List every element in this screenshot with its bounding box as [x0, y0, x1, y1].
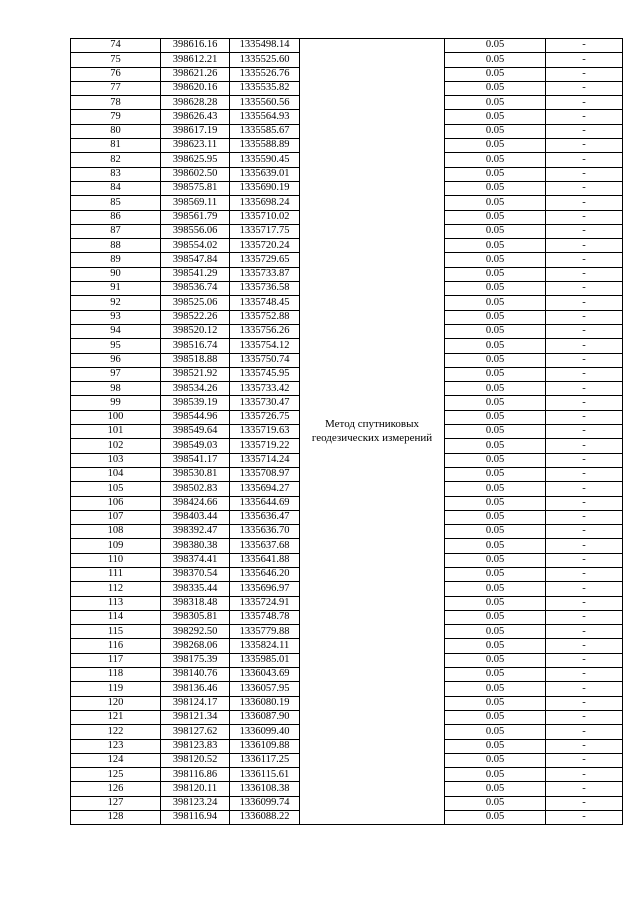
x-coordinate-cell: 398335.44	[161, 582, 230, 596]
point-number-cell: 99	[71, 396, 161, 410]
x-coordinate-cell: 398116.86	[161, 768, 230, 782]
y-coordinate-cell: 1336099.40	[230, 725, 300, 739]
note-cell: -	[546, 482, 623, 496]
point-number-cell: 103	[71, 453, 161, 467]
x-coordinate-cell: 398116.94	[161, 811, 230, 825]
y-coordinate-cell: 1335641.88	[230, 553, 300, 567]
y-coordinate-cell: 1335750.74	[230, 353, 300, 367]
y-coordinate-cell: 1335590.45	[230, 153, 300, 167]
point-number-cell: 91	[71, 282, 161, 296]
table-row	[71, 39, 623, 53]
note-cell: -	[546, 653, 623, 667]
x-coordinate-cell: 398534.26	[161, 382, 230, 396]
point-number-cell: 110	[71, 553, 161, 567]
accuracy-cell: 0.05	[445, 367, 546, 381]
note-cell: -	[546, 39, 623, 53]
y-coordinate-cell: 1335690.19	[230, 181, 300, 195]
y-coordinate-cell: 1336115.61	[230, 768, 300, 782]
accuracy-cell: 0.05	[445, 753, 546, 767]
point-number-cell: 121	[71, 710, 161, 724]
point-number-cell: 96	[71, 353, 161, 367]
y-coordinate-cell: 1335588.89	[230, 139, 300, 153]
x-coordinate-cell: 398124.17	[161, 696, 230, 710]
note-cell: -	[546, 425, 623, 439]
accuracy-cell: 0.05	[445, 710, 546, 724]
method-cell: Метод спутниковых геодезических измерений	[300, 39, 445, 825]
y-coordinate-cell: 1335748.78	[230, 610, 300, 624]
x-coordinate-cell: 398521.92	[161, 367, 230, 381]
point-number-cell: 76	[71, 67, 161, 81]
point-number-cell: 106	[71, 496, 161, 510]
y-coordinate-cell: 1335745.95	[230, 367, 300, 381]
x-coordinate-cell: 398121.34	[161, 710, 230, 724]
y-coordinate-cell: 1335724.91	[230, 596, 300, 610]
x-coordinate-cell: 398380.38	[161, 539, 230, 553]
accuracy-cell: 0.05	[445, 296, 546, 310]
accuracy-cell: 0.05	[445, 696, 546, 710]
x-coordinate-cell: 398626.43	[161, 110, 230, 124]
note-cell: -	[546, 639, 623, 653]
y-coordinate-cell: 1335754.12	[230, 339, 300, 353]
accuracy-cell: 0.05	[445, 653, 546, 667]
y-coordinate-cell: 1335710.02	[230, 210, 300, 224]
x-coordinate-cell: 398520.12	[161, 324, 230, 338]
accuracy-cell: 0.05	[445, 453, 546, 467]
accuracy-cell: 0.05	[445, 196, 546, 210]
y-coordinate-cell: 1335564.93	[230, 110, 300, 124]
note-cell: -	[546, 510, 623, 524]
accuracy-cell: 0.05	[445, 339, 546, 353]
x-coordinate-cell: 398544.96	[161, 410, 230, 424]
y-coordinate-cell: 1335719.63	[230, 425, 300, 439]
accuracy-cell: 0.05	[445, 596, 546, 610]
note-cell: -	[546, 282, 623, 296]
note-cell: -	[546, 53, 623, 67]
note-cell: -	[546, 610, 623, 624]
accuracy-cell: 0.05	[445, 39, 546, 53]
x-coordinate-cell: 398502.83	[161, 482, 230, 496]
x-coordinate-cell: 398621.26	[161, 67, 230, 81]
y-coordinate-cell: 1335719.22	[230, 439, 300, 453]
point-number-cell: 94	[71, 324, 161, 338]
x-coordinate-cell: 398120.52	[161, 753, 230, 767]
x-coordinate-cell: 398518.88	[161, 353, 230, 367]
accuracy-cell: 0.05	[445, 496, 546, 510]
y-coordinate-cell: 1335729.65	[230, 253, 300, 267]
x-coordinate-cell: 398392.47	[161, 525, 230, 539]
note-cell: -	[546, 196, 623, 210]
y-coordinate-cell: 1336109.88	[230, 739, 300, 753]
y-coordinate-cell: 1335733.87	[230, 267, 300, 281]
accuracy-cell: 0.05	[445, 310, 546, 324]
note-cell: -	[546, 396, 623, 410]
point-number-cell: 116	[71, 639, 161, 653]
y-coordinate-cell: 1336088.22	[230, 811, 300, 825]
y-coordinate-cell: 1335730.47	[230, 396, 300, 410]
note-cell: -	[546, 739, 623, 753]
accuracy-cell: 0.05	[445, 467, 546, 481]
y-coordinate-cell: 1335726.75	[230, 410, 300, 424]
point-number-cell: 78	[71, 96, 161, 110]
y-coordinate-cell: 1335717.75	[230, 224, 300, 238]
note-cell: -	[546, 768, 623, 782]
point-number-cell: 90	[71, 267, 161, 281]
point-number-cell: 84	[71, 181, 161, 195]
point-number-cell: 120	[71, 696, 161, 710]
accuracy-cell: 0.05	[445, 153, 546, 167]
y-coordinate-cell: 1335535.82	[230, 81, 300, 95]
note-cell: -	[546, 525, 623, 539]
y-coordinate-cell: 1335824.11	[230, 639, 300, 653]
note-cell: -	[546, 339, 623, 353]
x-coordinate-cell: 398549.03	[161, 439, 230, 453]
x-coordinate-cell: 398617.19	[161, 124, 230, 138]
coordinates-table	[70, 38, 623, 825]
y-coordinate-cell: 1336087.90	[230, 710, 300, 724]
accuracy-cell: 0.05	[445, 324, 546, 338]
accuracy-cell: 0.05	[445, 124, 546, 138]
point-number-cell: 74	[71, 39, 161, 53]
y-coordinate-cell: 1335646.20	[230, 567, 300, 581]
y-coordinate-cell: 1335708.97	[230, 467, 300, 481]
note-cell: -	[546, 539, 623, 553]
point-number-cell: 93	[71, 310, 161, 324]
accuracy-cell: 0.05	[445, 282, 546, 296]
accuracy-cell: 0.05	[445, 625, 546, 639]
accuracy-cell: 0.05	[445, 96, 546, 110]
point-number-cell: 80	[71, 124, 161, 138]
y-coordinate-cell: 1335639.01	[230, 167, 300, 181]
accuracy-cell: 0.05	[445, 67, 546, 81]
note-cell: -	[546, 181, 623, 195]
accuracy-cell: 0.05	[445, 81, 546, 95]
x-coordinate-cell: 398268.06	[161, 639, 230, 653]
y-coordinate-cell: 1335698.24	[230, 196, 300, 210]
y-coordinate-cell: 1335644.69	[230, 496, 300, 510]
accuracy-cell: 0.05	[445, 811, 546, 825]
point-number-cell: 114	[71, 610, 161, 624]
accuracy-cell: 0.05	[445, 210, 546, 224]
y-coordinate-cell: 1336057.95	[230, 682, 300, 696]
y-coordinate-cell: 1335752.88	[230, 310, 300, 324]
note-cell: -	[546, 81, 623, 95]
accuracy-cell: 0.05	[445, 639, 546, 653]
accuracy-cell: 0.05	[445, 224, 546, 238]
y-coordinate-cell: 1335526.76	[230, 67, 300, 81]
note-cell: -	[546, 210, 623, 224]
note-cell: -	[546, 310, 623, 324]
note-cell: -	[546, 296, 623, 310]
note-cell: -	[546, 110, 623, 124]
accuracy-cell: 0.05	[445, 610, 546, 624]
note-cell: -	[546, 582, 623, 596]
accuracy-cell: 0.05	[445, 582, 546, 596]
x-coordinate-cell: 398522.26	[161, 310, 230, 324]
y-coordinate-cell: 1336099.74	[230, 796, 300, 810]
note-cell: -	[546, 668, 623, 682]
point-number-cell: 83	[71, 167, 161, 181]
point-number-cell: 113	[71, 596, 161, 610]
y-coordinate-cell: 1336080.19	[230, 696, 300, 710]
x-coordinate-cell: 398424.66	[161, 496, 230, 510]
x-coordinate-cell: 398530.81	[161, 467, 230, 481]
y-coordinate-cell: 1336043.69	[230, 668, 300, 682]
point-number-cell: 89	[71, 253, 161, 267]
note-cell: -	[546, 239, 623, 253]
accuracy-cell: 0.05	[445, 539, 546, 553]
point-number-cell: 104	[71, 467, 161, 481]
x-coordinate-cell: 398403.44	[161, 510, 230, 524]
x-coordinate-cell: 398292.50	[161, 625, 230, 639]
accuracy-cell: 0.05	[445, 510, 546, 524]
accuracy-cell: 0.05	[445, 167, 546, 181]
point-number-cell: 82	[71, 153, 161, 167]
note-cell: -	[546, 439, 623, 453]
x-coordinate-cell: 398575.81	[161, 181, 230, 195]
y-coordinate-cell: 1335756.26	[230, 324, 300, 338]
y-coordinate-cell: 1335637.68	[230, 539, 300, 553]
x-coordinate-cell: 398305.81	[161, 610, 230, 624]
point-number-cell: 88	[71, 239, 161, 253]
x-coordinate-cell: 398318.48	[161, 596, 230, 610]
point-number-cell: 112	[71, 582, 161, 596]
accuracy-cell: 0.05	[445, 425, 546, 439]
accuracy-cell: 0.05	[445, 139, 546, 153]
x-coordinate-cell: 398628.28	[161, 96, 230, 110]
point-number-cell: 128	[71, 811, 161, 825]
y-coordinate-cell: 1336117.25	[230, 753, 300, 767]
accuracy-cell: 0.05	[445, 396, 546, 410]
note-cell: -	[546, 224, 623, 238]
y-coordinate-cell: 1335694.27	[230, 482, 300, 496]
accuracy-cell: 0.05	[445, 239, 546, 253]
accuracy-cell: 0.05	[445, 110, 546, 124]
x-coordinate-cell: 398620.16	[161, 81, 230, 95]
note-cell: -	[546, 253, 623, 267]
note-cell: -	[546, 139, 623, 153]
x-coordinate-cell: 398123.24	[161, 796, 230, 810]
note-cell: -	[546, 167, 623, 181]
note-cell: -	[546, 324, 623, 338]
point-number-cell: 81	[71, 139, 161, 153]
y-coordinate-cell: 1335733.42	[230, 382, 300, 396]
note-cell: -	[546, 382, 623, 396]
accuracy-cell: 0.05	[445, 482, 546, 496]
x-coordinate-cell: 398536.74	[161, 282, 230, 296]
x-coordinate-cell: 398556.06	[161, 224, 230, 238]
note-cell: -	[546, 553, 623, 567]
accuracy-cell: 0.05	[445, 725, 546, 739]
point-number-cell: 108	[71, 525, 161, 539]
x-coordinate-cell: 398127.62	[161, 725, 230, 739]
x-coordinate-cell: 398602.50	[161, 167, 230, 181]
x-coordinate-cell: 398140.76	[161, 668, 230, 682]
y-coordinate-cell: 1335748.45	[230, 296, 300, 310]
y-coordinate-cell: 1335779.88	[230, 625, 300, 639]
x-coordinate-cell: 398136.46	[161, 682, 230, 696]
accuracy-cell: 0.05	[445, 768, 546, 782]
point-number-cell: 109	[71, 539, 161, 553]
x-coordinate-cell: 398374.41	[161, 553, 230, 567]
x-coordinate-cell: 398612.21	[161, 53, 230, 67]
point-number-cell: 98	[71, 382, 161, 396]
note-cell: -	[546, 153, 623, 167]
x-coordinate-cell: 398541.29	[161, 267, 230, 281]
note-cell: -	[546, 67, 623, 81]
point-number-cell: 75	[71, 53, 161, 67]
note-cell: -	[546, 467, 623, 481]
accuracy-cell: 0.05	[445, 553, 546, 567]
point-number-cell: 77	[71, 81, 161, 95]
y-coordinate-cell: 1335985.01	[230, 653, 300, 667]
accuracy-cell: 0.05	[445, 567, 546, 581]
note-cell: -	[546, 811, 623, 825]
accuracy-cell: 0.05	[445, 181, 546, 195]
note-cell: -	[546, 96, 623, 110]
point-number-cell: 115	[71, 625, 161, 639]
y-coordinate-cell: 1336108.38	[230, 782, 300, 796]
accuracy-cell: 0.05	[445, 410, 546, 424]
accuracy-cell: 0.05	[445, 53, 546, 67]
note-cell: -	[546, 682, 623, 696]
point-number-cell: 86	[71, 210, 161, 224]
accuracy-cell: 0.05	[445, 668, 546, 682]
y-coordinate-cell: 1335696.97	[230, 582, 300, 596]
accuracy-cell: 0.05	[445, 253, 546, 267]
note-cell: -	[546, 710, 623, 724]
note-cell: -	[546, 410, 623, 424]
accuracy-cell: 0.05	[445, 353, 546, 367]
point-number-cell: 125	[71, 768, 161, 782]
x-coordinate-cell: 398554.02	[161, 239, 230, 253]
accuracy-cell: 0.05	[445, 267, 546, 281]
note-cell: -	[546, 453, 623, 467]
y-coordinate-cell: 1335585.67	[230, 124, 300, 138]
point-number-cell: 102	[71, 439, 161, 453]
accuracy-cell: 0.05	[445, 682, 546, 696]
note-cell: -	[546, 567, 623, 581]
y-coordinate-cell: 1335636.47	[230, 510, 300, 524]
x-coordinate-cell: 398547.84	[161, 253, 230, 267]
point-number-cell: 119	[71, 682, 161, 696]
x-coordinate-cell: 398549.64	[161, 425, 230, 439]
x-coordinate-cell: 398539.19	[161, 396, 230, 410]
x-coordinate-cell: 398623.11	[161, 139, 230, 153]
point-number-cell: 118	[71, 668, 161, 682]
y-coordinate-cell: 1335636.70	[230, 525, 300, 539]
note-cell: -	[546, 796, 623, 810]
point-number-cell: 126	[71, 782, 161, 796]
point-number-cell: 111	[71, 567, 161, 581]
point-number-cell: 79	[71, 110, 161, 124]
y-coordinate-cell: 1335560.56	[230, 96, 300, 110]
x-coordinate-cell: 398569.11	[161, 196, 230, 210]
y-coordinate-cell: 1335498.14	[230, 39, 300, 53]
x-coordinate-cell: 398541.17	[161, 453, 230, 467]
point-number-cell: 100	[71, 410, 161, 424]
x-coordinate-cell: 398516.74	[161, 339, 230, 353]
point-number-cell: 92	[71, 296, 161, 310]
point-number-cell: 85	[71, 196, 161, 210]
coordinates-table-body	[71, 39, 623, 825]
point-number-cell: 122	[71, 725, 161, 739]
accuracy-cell: 0.05	[445, 439, 546, 453]
note-cell: -	[546, 496, 623, 510]
x-coordinate-cell: 398561.79	[161, 210, 230, 224]
accuracy-cell: 0.05	[445, 739, 546, 753]
point-number-cell: 123	[71, 739, 161, 753]
note-cell: -	[546, 596, 623, 610]
y-coordinate-cell: 1335720.24	[230, 239, 300, 253]
point-number-cell: 117	[71, 653, 161, 667]
point-number-cell: 87	[71, 224, 161, 238]
accuracy-cell: 0.05	[445, 782, 546, 796]
point-number-cell: 97	[71, 367, 161, 381]
note-cell: -	[546, 367, 623, 381]
x-coordinate-cell: 398625.95	[161, 153, 230, 167]
x-coordinate-cell: 398616.16	[161, 39, 230, 53]
x-coordinate-cell: 398525.06	[161, 296, 230, 310]
accuracy-cell: 0.05	[445, 525, 546, 539]
y-coordinate-cell: 1335736.58	[230, 282, 300, 296]
y-coordinate-cell: 1335714.24	[230, 453, 300, 467]
x-coordinate-cell: 398123.83	[161, 739, 230, 753]
x-coordinate-cell: 398370.54	[161, 567, 230, 581]
point-number-cell: 124	[71, 753, 161, 767]
note-cell: -	[546, 353, 623, 367]
point-number-cell: 101	[71, 425, 161, 439]
note-cell: -	[546, 753, 623, 767]
point-number-cell: 95	[71, 339, 161, 353]
point-number-cell: 107	[71, 510, 161, 524]
y-coordinate-cell: 1335525.60	[230, 53, 300, 67]
x-coordinate-cell: 398175.39	[161, 653, 230, 667]
x-coordinate-cell: 398120.11	[161, 782, 230, 796]
accuracy-cell: 0.05	[445, 796, 546, 810]
note-cell: -	[546, 267, 623, 281]
point-number-cell: 105	[71, 482, 161, 496]
note-cell: -	[546, 124, 623, 138]
point-number-cell: 127	[71, 796, 161, 810]
note-cell: -	[546, 725, 623, 739]
accuracy-cell: 0.05	[445, 382, 546, 396]
note-cell: -	[546, 782, 623, 796]
note-cell: -	[546, 696, 623, 710]
note-cell: -	[546, 625, 623, 639]
